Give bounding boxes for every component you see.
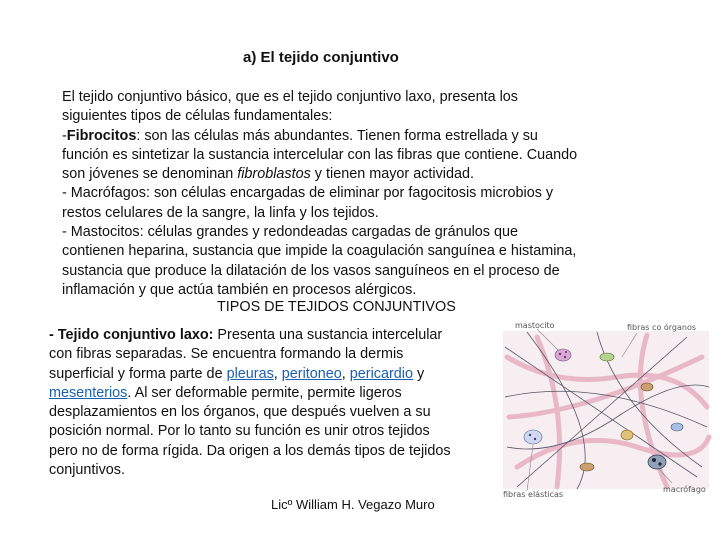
label-mastocito: mastocito [515, 321, 555, 330]
types-heading: TIPOS DE TEJIDOS CONJUNTIVOS [217, 299, 456, 315]
intro-line: restos celulares de la sangre, la linfa y los tejidos. [62, 204, 379, 221]
tissue-drawing [497, 317, 713, 502]
author-credit: Licº William H. Vegazo Muro [271, 497, 435, 512]
label-macrofago: macrófago [663, 485, 706, 494]
label-fibras-organos: fibras co órganos [627, 323, 697, 332]
intro-text: son jóvenes se denominan [62, 166, 238, 183]
pericardio-link[interactable]: pericardio [349, 365, 413, 382]
intro-text: y tienen mayor actividad. [310, 166, 474, 183]
intro-line: sustancia que produce la dilatación de los vasos sanguíneos en el proceso de [62, 262, 560, 279]
laxo-line: pero no de forma rígida. Da origen a los demás tipos de tejidos [49, 442, 451, 459]
peritoneo-link[interactable]: peritoneo [281, 365, 342, 382]
laxo-text: superficial y forma parte de [49, 365, 227, 382]
intro-line: El tejido conjuntivo básico, que es el tejido conjuntivo laxo, presenta los [62, 89, 518, 105]
laxo-line: conjuntivos. [49, 462, 125, 479]
laxo-line [49, 384, 499, 403]
fibroblastos-term: fibroblastos [237, 166, 311, 183]
connective-tissue-illustration [497, 317, 713, 502]
laxo-text: Presenta una sustancia intercelular [213, 327, 443, 343]
laxo-text: y [413, 365, 425, 382]
pleuras-link[interactable]: pleuras [226, 365, 274, 382]
laxo-line [49, 365, 499, 384]
separator: , [341, 365, 350, 382]
laxo-line: posición normal. Por lo tanto su función es unir otros tejidos [49, 423, 430, 440]
intro-line: contienen heparina, sustancia que impide la coagulación sanguínea e histamina, [62, 243, 577, 260]
mesenterios-link[interactable]: mesenterios [49, 384, 128, 401]
fibrocitos-term: Fibrocitos [66, 127, 137, 144]
intro-paragraph [62, 88, 652, 300]
laxo-line: con fibras separadas. Se encuentra formando la dermis [49, 346, 404, 363]
laxo-term: - Tejido conjuntivo laxo: [49, 327, 214, 343]
mastocitos-line: - Mastocitos: células grandes y redondeadas cargadas de gránulos que [62, 224, 518, 241]
macrofagos-line: - Macrófagos: son células encargadas de eliminar por fagocitosis microbios y [62, 185, 554, 202]
intro-line: función es sintetizar la sustancia intercelular con las fibras que contiene. Cuando [62, 146, 578, 163]
laxo-text: . Al ser deformable permite, permite ligeros [127, 384, 402, 401]
dash: - [62, 127, 67, 144]
laxo-line [49, 326, 499, 345]
intro-line: siguientes tipos de células fundamentales: [62, 108, 333, 125]
fibrocitos-line [62, 127, 652, 146]
separator: , [273, 365, 282, 382]
fibrocitos-definition: : son las células más abundantes. Tienen forma estrellada y su [136, 127, 538, 144]
section-title: a) El tejido conjuntivo [243, 49, 399, 66]
label-fibras-elasticas: fibras elásticas [503, 490, 564, 499]
laxo-line: desplazamientos en los órganos, que después vuelven a su [49, 404, 431, 421]
intro-line: inflamación y que actúa también en procesos alérgicos. [62, 281, 417, 298]
fibroblastos-line [62, 165, 652, 184]
tejido-laxo-paragraph [49, 326, 499, 480]
